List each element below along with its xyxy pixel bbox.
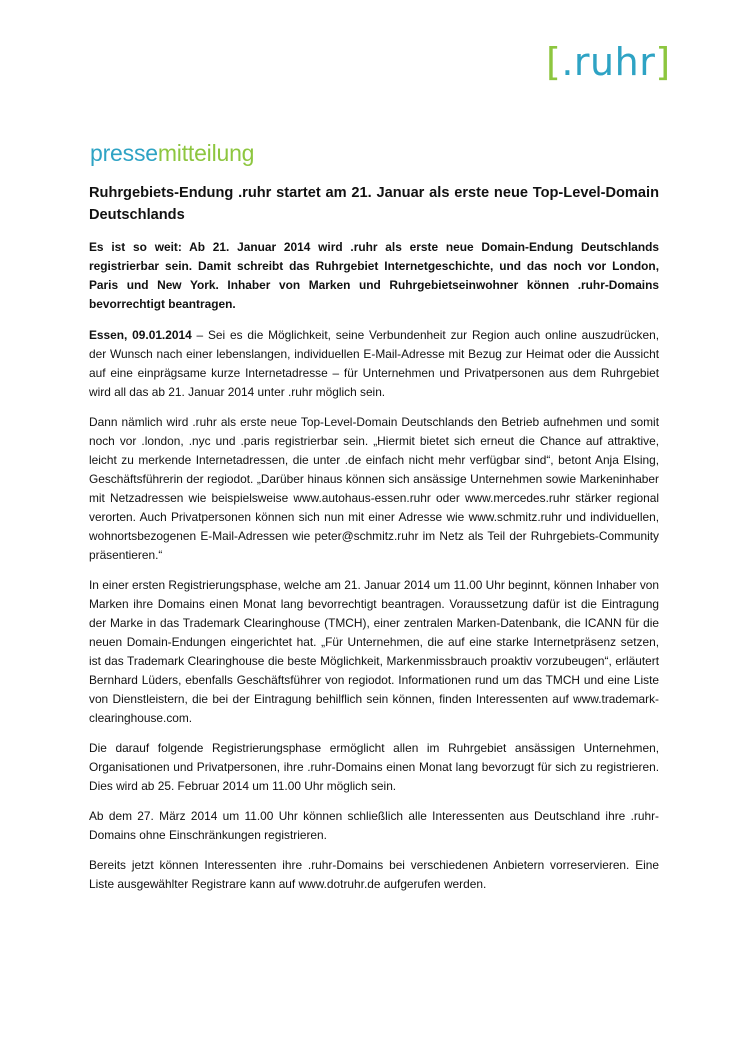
body-paragraph-1-text: – Sei es die Möglichkeit, seine Verbundenheit zur Region auch online auszudrücken, der Wunsch nach einer lebenslangen, individuellen E-Mail-Adresse mit Bezug zur Heimat oder die Aussicht auf eine einprägsame kurze Internetadresse – für Unternehmen und Privatpersonen aus dem Ruhrgebiet wird all das ab 21. Januar 2014 unter .ruhr möglich sein. [89, 328, 660, 399]
logo-name: .ruhr [561, 40, 656, 84]
body-paragraph-6: Bereits jetzt können Interessenten ihre .ruhr-Domains bei verschiedenen Anbietern vorreservieren. Eine Liste ausgewählter Registrare kann auf www.dotruhr.de aufgerufen werden. [89, 858, 659, 891]
body-paragraph-5: Ab dem 27. März 2014 um 11.00 Uhr können schließlich alle Interessenten aus Deutschland ihre .ruhr-Domains ohne Einschränkungen registrieren. [89, 809, 659, 842]
body-paragraph-4: Die darauf folgende Registrierungsphase ermöglicht allen im Ruhrgebiet ansässigen Unternehmen, Organisationen und Privatpersonen, ihre .ruhr-Domains einen Monat lang bevorzugt für sich zu registrieren. Dies wird ab 25. Februar 2014 um 11.00 Uhr möglich sein. [89, 741, 659, 793]
logo-bracket-open: [ [546, 40, 562, 84]
logo-bracket-close: ] [655, 40, 671, 84]
kicker-part-mitteilung: mitteilung [157, 140, 255, 166]
document-kicker [90, 138, 254, 168]
body-paragraph-2: Dann nämlich wird .ruhr als erste neue Top-Level-Domain Deutschlands den Betrieb aufnehmen und somit noch vor .london, .nyc und .paris registrierbar sein. „Hiermit bietet sich erneut die Chance auf attraktive, leicht zu merkende Internetadressen, die unter .de einfach nicht mehr verfügbar sind“, betont Anja Elsing, Geschäftsführerin der regiodot. „Darüber hinaus können sich ansässige Unternehmen sowie Markeninhaber mit Netzadressen wie beispielsweise www.autohaus-essen.ruhr oder www.mercedes.ruhr stärker regional verorten. Auch Privatpersonen können sich nun mit einer Adresse wie www.schmitz.ruhr und individuellen, wohnortsbezogenen E-Mail-Adressen wie peter@schmitz.ruhr im Netz als Teil der Ruhrgebiets-Community präsentieren.“ [89, 415, 659, 562]
ruhr-logo [546, 38, 671, 86]
headline: Ruhrgebiets-Endung .ruhr startet am 21. Januar als erste neue Top-Level-Domain Deutschlands [89, 185, 659, 223]
body-paragraph-3: In einer ersten Registrierungsphase, welche am 21. Januar 2014 um 11.00 Uhr beginnt, können Inhaber von Marken ihre Domains einen Monat lang bevorrechtigt beantragen. Voraussetzung dafür ist die Eintragung der Marke in das Trademark Clearinghouse (TMCH), einer zentralen Marken-Datenbank, die ICANN für die neuen Domain-Endungen eingerichtet hat. „Für Unternehmen, die auf eine starke Internetpräsenz setzen, ist das Trademark Clearinghouse die beste Möglichkeit, Markenmissbrauch proaktiv vorzubeugen“, erläutert Bernhard Lüders, ebenfalls Geschäftsführer von regiodot. Informationen rund um das TMCH und eine Liste von Dienstleistern, die bei der Eintragung behilflich sein können, finden Interessenten auf www.trademark-clearinghouse.com. [89, 578, 659, 725]
press-release-content [89, 182, 659, 905]
lead-paragraph: Es ist so weit: Ab 21. Januar 2014 wird .ruhr als erste neue Domain-Endung Deutschlands registrierbar sein. Damit schreibt das Ruhrgebiet Internetgeschichte, und das noch vor London, Paris und New York. Inhaber von Marken und Ruhrgebietseinwohner können .ruhr-Domains bevorrechtigt beantragen. [89, 240, 659, 311]
kicker-part-presse: presse [90, 140, 158, 166]
body-paragraph-1 [89, 326, 659, 402]
dateline: Essen, 09.01.2014 [89, 328, 192, 342]
